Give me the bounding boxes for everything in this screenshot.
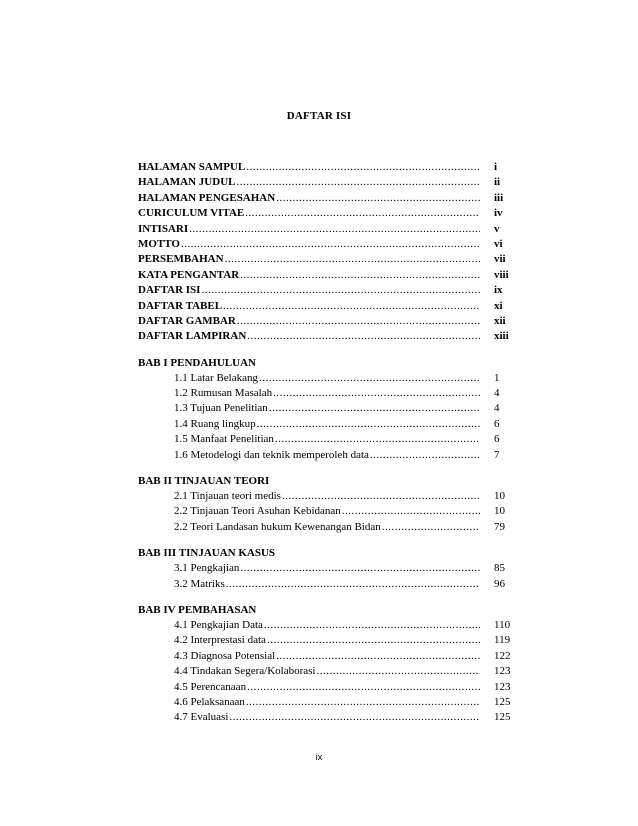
- entry-label: HALAMAN JUDUL: [138, 175, 236, 190]
- front-matter-entry: [138, 160, 518, 175]
- entry-label: 3.2 Matriks: [174, 577, 226, 592]
- chapter-section: [138, 473, 518, 535]
- subsection-entry: [138, 520, 518, 535]
- entry-leader: [174, 432, 480, 447]
- dot-leader: [246, 160, 480, 175]
- dot-leader: [181, 237, 480, 252]
- chapter-title: BAB IV PEMBAHASAN: [138, 603, 257, 616]
- entry-page-number: 123: [494, 680, 511, 693]
- front-matter-entry: [138, 329, 518, 344]
- entry-label: 4.6 Pelaksanaan: [174, 695, 246, 710]
- dot-leader: [257, 417, 480, 432]
- entry-leader: [174, 664, 480, 679]
- entry-leader: [138, 268, 480, 283]
- entry-label: DAFTAR ISI: [138, 283, 201, 298]
- entry-leader: [138, 191, 480, 206]
- subsection-entry: [138, 401, 518, 416]
- entry-leader: [174, 577, 480, 592]
- entry-page-number: 96: [494, 577, 505, 590]
- entry-page-number: 110: [494, 618, 511, 631]
- front-matter-entry: [138, 222, 518, 237]
- entry-leader: [138, 160, 480, 175]
- entry-leader: [174, 520, 480, 535]
- entry-page-number: 10: [494, 505, 505, 518]
- entry-label: 4.1 Pengkajian Data: [174, 618, 264, 633]
- subsection-entry: [138, 432, 518, 447]
- subsection-entry: [138, 417, 518, 432]
- entry-page-number: xii: [494, 314, 506, 327]
- entry-page-number: vii: [494, 253, 506, 266]
- entry-page-number: xi: [494, 299, 503, 312]
- entry-label: CURICULUM VITAE: [138, 206, 245, 221]
- entry-leader: [138, 329, 480, 344]
- dot-leader: [259, 371, 480, 386]
- entry-label: DAFTAR LAMPIRAN: [138, 329, 247, 344]
- subsection-entry: [138, 710, 518, 725]
- entry-leader: [138, 314, 480, 329]
- dot-leader: [275, 432, 480, 447]
- dot-leader: [370, 448, 480, 463]
- page-title: DAFTAR ISI: [286, 110, 352, 122]
- dot-leader: [240, 561, 480, 576]
- entry-page-number: 123: [494, 665, 511, 678]
- entry-label: KATA PENGANTAR: [138, 268, 240, 283]
- front-matter-entry: [138, 314, 518, 329]
- dot-leader: [269, 401, 480, 416]
- dot-leader: [276, 649, 480, 664]
- entry-page-number: 125: [494, 695, 511, 708]
- front-matter-entry: [138, 252, 518, 267]
- chapter-title: BAB I PENDAHULUAN: [138, 356, 256, 369]
- dot-leader: [236, 175, 480, 190]
- front-matter-entry: [138, 191, 518, 206]
- entry-leader: [174, 710, 480, 725]
- entry-page-number: 6: [494, 433, 500, 446]
- entry-leader: [174, 401, 480, 416]
- dot-leader: [225, 252, 480, 267]
- subsection-entry: [138, 504, 518, 519]
- entry-label: 3.1 Pengkajian: [174, 561, 240, 576]
- dot-leader: [229, 710, 480, 725]
- dot-leader: [342, 504, 480, 519]
- entry-page-number: vi: [494, 237, 503, 250]
- entry-label: 1.5 Manfaat Penelitian: [174, 432, 275, 447]
- subsection-entry: [138, 489, 518, 504]
- dot-leader: [273, 386, 480, 401]
- entry-page-number: 6: [494, 417, 500, 430]
- entry-page-number: xiii: [494, 330, 509, 343]
- chapter-list: [138, 355, 518, 726]
- subsection-entry: [138, 633, 518, 648]
- entry-page-number: v: [494, 222, 500, 235]
- front-matter-entry: [138, 237, 518, 252]
- entry-page-number: iv: [494, 207, 503, 220]
- dot-leader: [247, 329, 480, 344]
- entry-page-number: 122: [494, 649, 511, 662]
- entry-leader: [138, 283, 480, 298]
- subsection-entry: [138, 561, 518, 576]
- entry-leader: [138, 175, 480, 190]
- dot-leader: [240, 268, 480, 283]
- subsection-entry: [138, 680, 518, 695]
- entry-label: 1.3 Tujuan Penelitian: [174, 401, 269, 416]
- entry-leader: [138, 237, 480, 252]
- front-matter-entry: [138, 175, 518, 190]
- chapter-section: [138, 602, 518, 726]
- entry-label: MOTTO: [138, 237, 181, 252]
- entry-leader: [174, 695, 480, 710]
- dot-leader: [201, 283, 480, 298]
- entry-leader: [174, 489, 480, 504]
- dot-leader: [237, 314, 480, 329]
- subsection-entry: [138, 371, 518, 386]
- entry-label: DAFTAR GAMBAR: [138, 314, 237, 329]
- entry-leader: [174, 618, 480, 633]
- dot-leader: [247, 680, 480, 695]
- front-matter-entry: [138, 206, 518, 221]
- entry-label: 2.1 Tinjauan teori medis: [174, 489, 282, 504]
- entry-page-number: 119: [494, 634, 511, 647]
- entry-label: 4.7 Evaluasi: [174, 710, 229, 725]
- entry-label: INTISARI: [138, 222, 189, 237]
- dot-leader: [267, 633, 480, 648]
- front-matter-entry: [138, 268, 518, 283]
- entry-label: 2.2 Teori Landasan hukum Kewenangan Bidan: [174, 520, 382, 535]
- entry-label: 1.4 Ruang lingkup: [174, 417, 257, 432]
- dot-leader: [226, 577, 480, 592]
- table-of-contents: [138, 160, 518, 726]
- entry-label: 4.5 Perencanaan: [174, 680, 247, 695]
- entry-page-number: 7: [494, 448, 500, 461]
- front-matter-entry: [138, 299, 518, 314]
- entry-label: 1.2 Rumusan Masalah: [174, 386, 273, 401]
- entry-page-number: ix: [494, 284, 503, 297]
- dot-leader: [264, 618, 480, 633]
- entry-leader: [174, 561, 480, 576]
- chapter-section: [138, 355, 518, 463]
- front-matter-list: [138, 160, 518, 345]
- entry-label: DAFTAR TABEL: [138, 299, 223, 314]
- entry-page-number: viii: [494, 268, 509, 281]
- entry-label: PERSEMBAHAN: [138, 252, 225, 267]
- entry-label: HALAMAN PENGESAHAN: [138, 191, 276, 206]
- entry-label: 4.3 Diagnosa Potensial: [174, 649, 276, 664]
- entry-page-number: 4: [494, 402, 500, 415]
- entry-page-number: 85: [494, 562, 505, 575]
- dot-leader: [246, 695, 480, 710]
- entry-leader: [174, 371, 480, 386]
- entry-leader: [174, 649, 480, 664]
- entry-leader: [138, 252, 480, 267]
- subsection-entry: [138, 618, 518, 633]
- entry-page-number: 10: [494, 490, 505, 503]
- subsection-entry: [138, 664, 518, 679]
- chapter-section: [138, 545, 518, 592]
- subsection-entry: [138, 695, 518, 710]
- subsection-entry: [138, 649, 518, 664]
- subsection-entry: [138, 577, 518, 592]
- dot-leader: [223, 299, 480, 314]
- entry-leader: [174, 417, 480, 432]
- entry-leader: [138, 299, 480, 314]
- entry-leader: [174, 386, 480, 401]
- chapter-title: BAB III TINJAUAN KASUS: [138, 547, 276, 560]
- entry-page-number: 1: [494, 371, 500, 384]
- dot-leader: [245, 206, 480, 221]
- entry-leader: [174, 680, 480, 695]
- entry-page-number: 79: [494, 520, 505, 533]
- entry-label: 1.6 Metodelogi dan teknik memperoleh data: [174, 448, 370, 463]
- entry-page-number: 125: [494, 711, 511, 724]
- entry-leader: [138, 222, 480, 237]
- entry-label: HALAMAN SAMPUL: [138, 160, 246, 175]
- entry-page-number: ii: [494, 176, 501, 189]
- entry-label: 1.1 Latar Belakang: [174, 371, 259, 386]
- dot-leader: [382, 520, 480, 535]
- entry-leader: [138, 206, 480, 221]
- entry-page-number: iii: [494, 191, 504, 204]
- entry-label: 4.4 Tindakan Segera/Kolaborasi: [174, 664, 316, 679]
- dot-leader: [276, 191, 480, 206]
- front-matter-entry: [138, 283, 518, 298]
- chapter-title: BAB II TINJAUAN TEORI: [138, 475, 270, 488]
- entry-label: 4.2 Interprestasi data: [174, 633, 267, 648]
- dot-leader: [316, 664, 480, 679]
- dot-leader: [282, 489, 480, 504]
- entry-page-number: i: [494, 161, 498, 173]
- entry-leader: [174, 504, 480, 519]
- entry-leader: [174, 448, 480, 463]
- subsection-entry: [138, 448, 518, 463]
- subsection-entry: [138, 386, 518, 401]
- entry-page-number: 4: [494, 387, 500, 400]
- entry-leader: [174, 633, 480, 648]
- entry-label: 2.2 Tinjauan Teori Asuhan Kebidanan: [174, 504, 342, 519]
- page-number: ix: [315, 752, 323, 762]
- dot-leader: [189, 222, 480, 237]
